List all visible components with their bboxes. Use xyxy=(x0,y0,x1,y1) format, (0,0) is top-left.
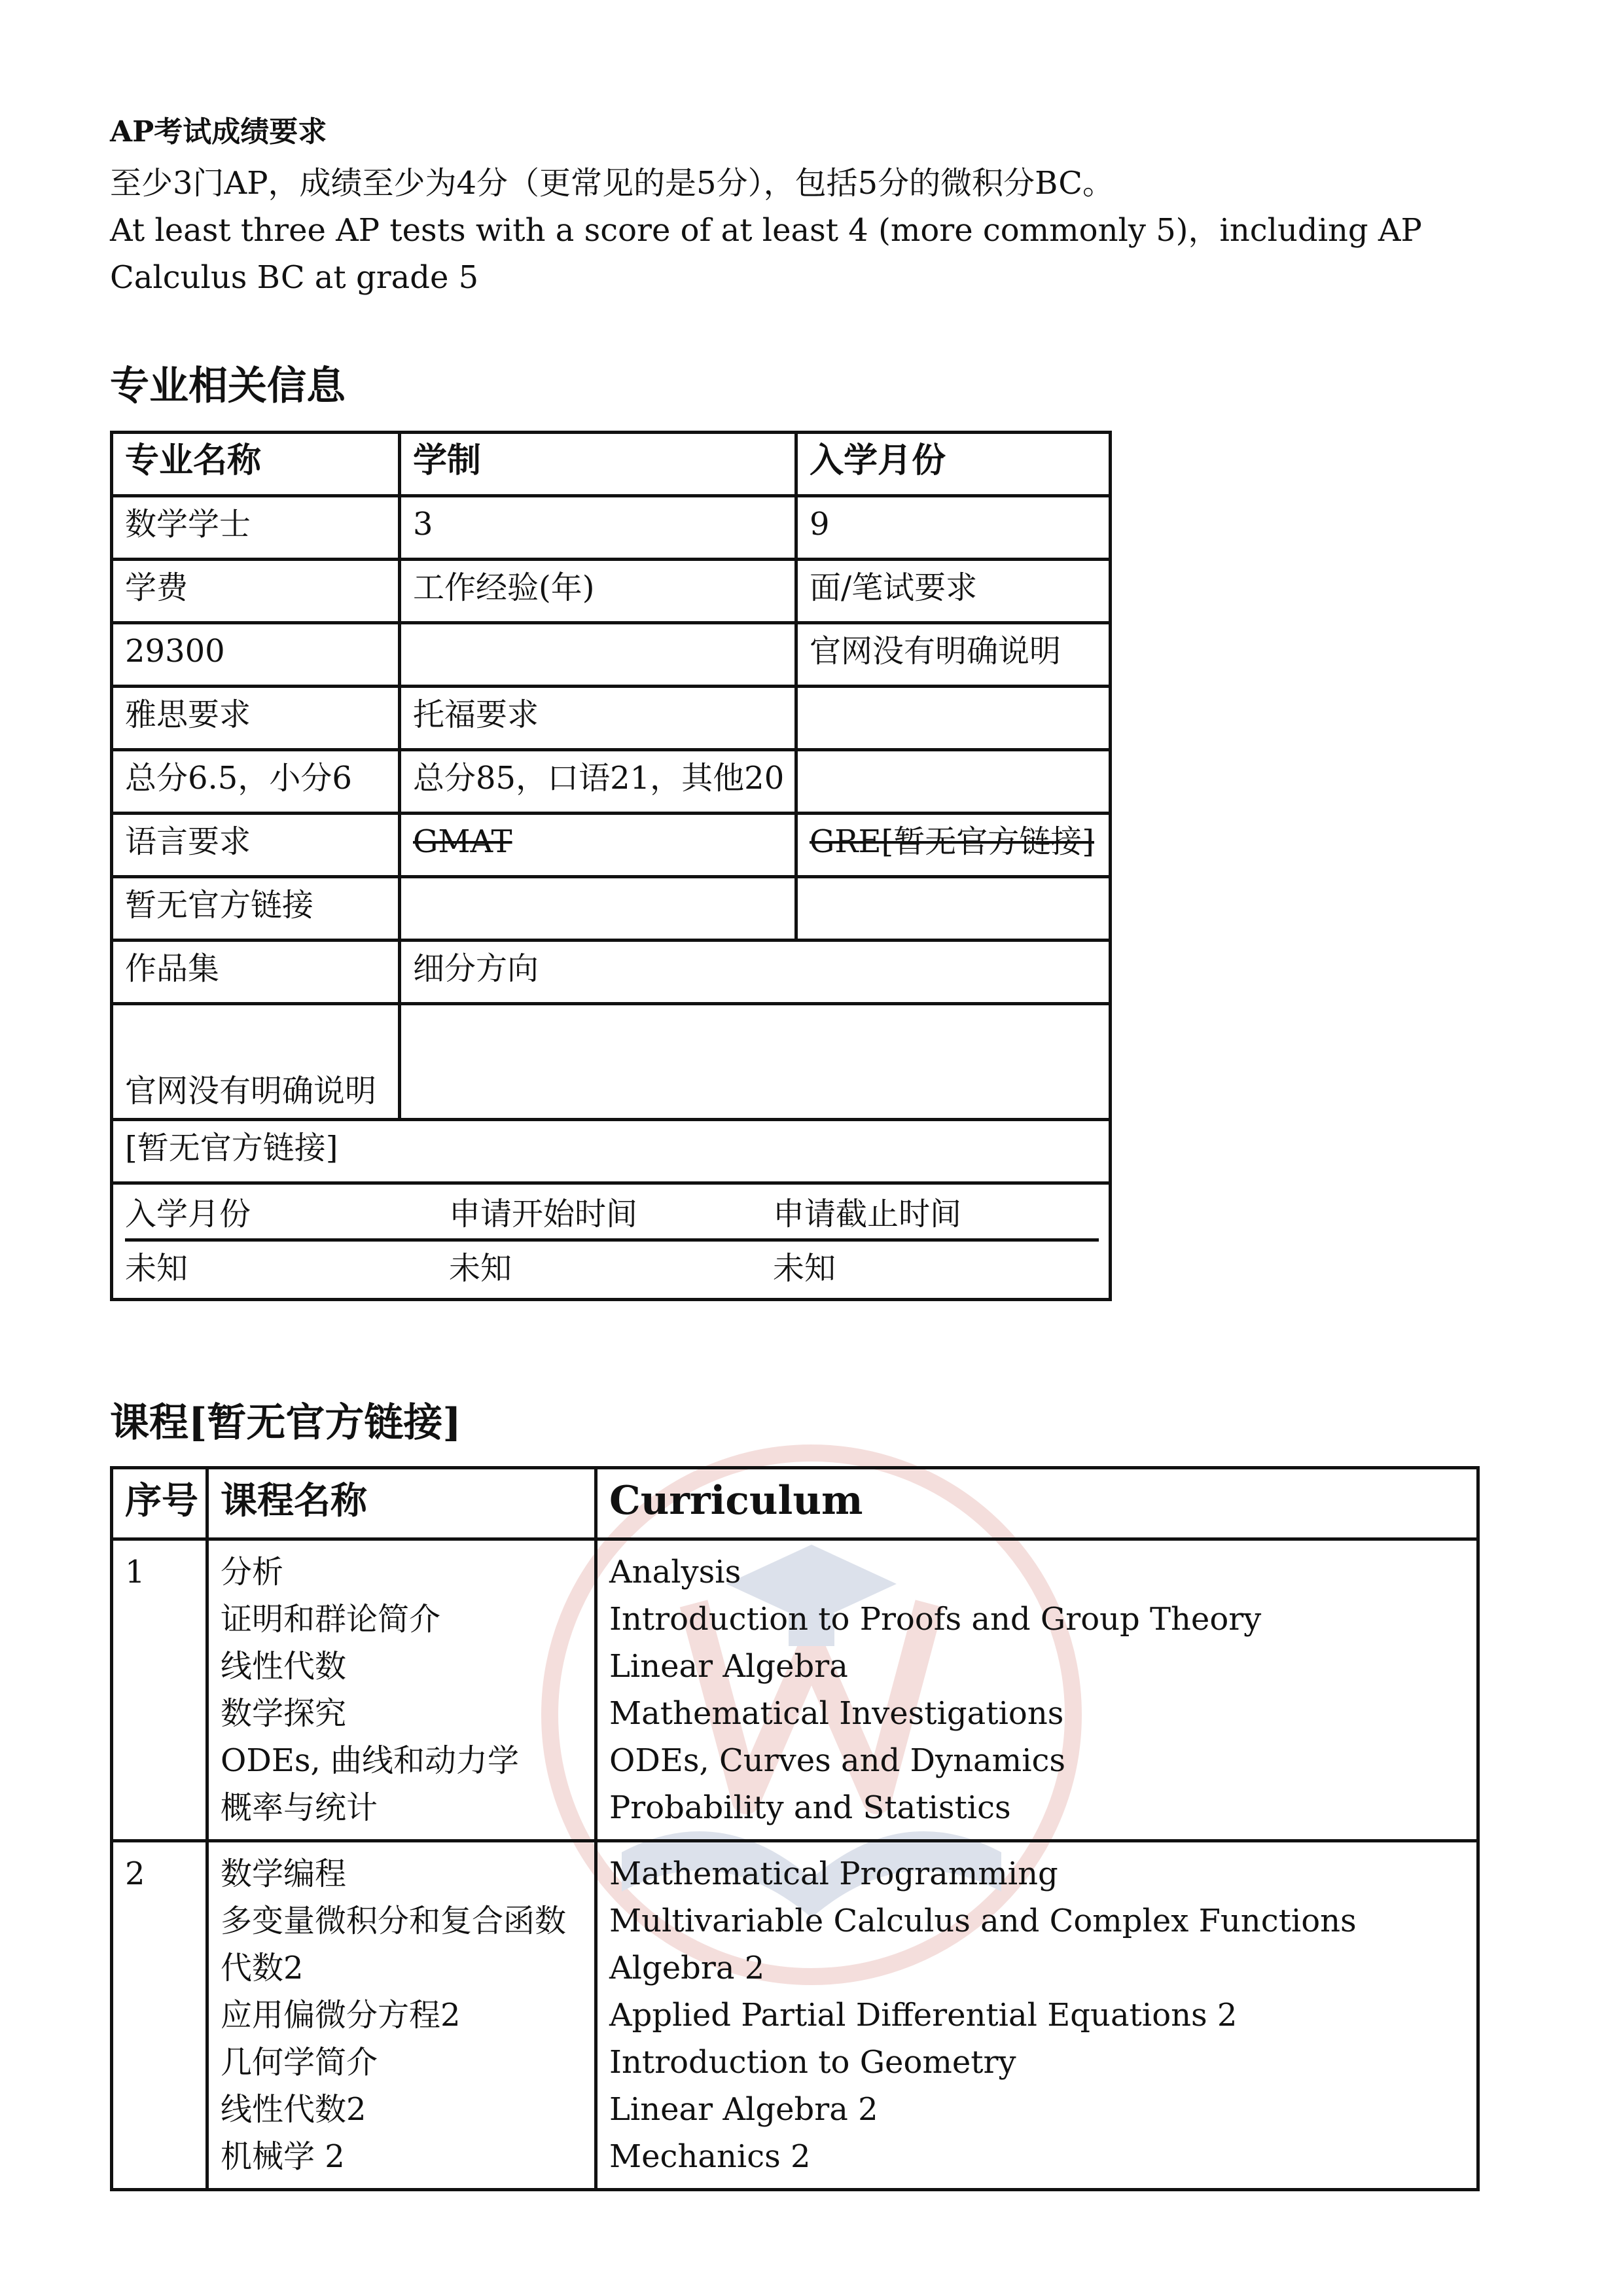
table-row xyxy=(112,433,1111,496)
intake-month-label: 入学月份 xyxy=(125,1196,251,1232)
table-cell: 工作经验(年) xyxy=(400,560,796,623)
course-cn: 数学探究 xyxy=(221,1695,347,1732)
course-en: Algebra 2 xyxy=(609,1950,765,1986)
gmat-link[interactable]: GMAT xyxy=(400,814,796,877)
table-row xyxy=(112,750,1111,814)
table-cell xyxy=(796,687,1111,750)
application-deadline-label: 申请截止时间 xyxy=(773,1196,962,1232)
year-number: 1 xyxy=(112,1539,207,1841)
course-cn: 线性代数 xyxy=(221,1648,347,1685)
header-cell: Curriculum xyxy=(596,1468,1478,1539)
portfolio-label: 作品集 xyxy=(112,941,400,1004)
direction-value xyxy=(400,1004,1111,1120)
table-cell: 9 xyxy=(796,496,1111,560)
course-en: Mathematical Investigations xyxy=(609,1695,1064,1732)
course-names-en xyxy=(596,1841,1478,2190)
table-cell: 总分85，口语21，其他20 xyxy=(400,750,796,814)
course-en: Analysis xyxy=(609,1554,741,1590)
table-cell: 29300 xyxy=(112,623,400,687)
table-cell: 官网没有明确说明 xyxy=(796,623,1111,687)
course-names-en xyxy=(596,1539,1478,1841)
table-row xyxy=(112,1120,1111,1183)
course-en: Mechanics 2 xyxy=(609,2138,811,2175)
dates-header-row xyxy=(125,1194,1097,1234)
table-cell: 数学学士 xyxy=(112,496,400,560)
intake-month-value: 未知 xyxy=(125,1250,188,1287)
course-cn: 概率与统计 xyxy=(221,1789,378,1826)
official-link-note: [暂无官方链接] xyxy=(112,1120,1111,1183)
course-cn: 分析 xyxy=(221,1554,284,1590)
application-start-label: 申请开始时间 xyxy=(449,1196,638,1232)
table-cell: 学费 xyxy=(112,560,400,623)
course-names-cn xyxy=(207,1539,596,1841)
major-info-title: 专业相关信息 xyxy=(110,363,346,409)
divider xyxy=(125,1238,1099,1242)
table-cell xyxy=(400,623,796,687)
table-row xyxy=(112,941,1111,1004)
ap-requirement-en-line2: Calculus BC at grade 5 xyxy=(110,259,479,296)
course-cn: 代数2 xyxy=(221,1950,304,1986)
gre-link[interactable]: GRE[暂无官方链接] xyxy=(796,814,1111,877)
course-en: ODEs, Curves and Dynamics xyxy=(609,1742,1066,1779)
ap-requirement-cn: 至少3门AP，成绩至少为4分（更常见的是5分），包括5分的微积分BC。 xyxy=(110,165,1115,202)
course-en: Introduction to Geometry xyxy=(609,2044,1016,2081)
table-row xyxy=(112,623,1111,687)
header-cell: 课程名称 xyxy=(207,1468,596,1539)
course-en: Introduction to Proofs and Group Theory xyxy=(609,1601,1262,1638)
course-en: Linear Algebra 2 xyxy=(609,2091,878,2128)
table-row xyxy=(112,877,1111,941)
course-en: Probability and Statistics xyxy=(609,1789,1011,1826)
course-en: Multivariable Calculus and Complex Functions xyxy=(609,1903,1357,1939)
course-cn: 数学编程 xyxy=(221,1856,347,1892)
table-cell: 入学月份 xyxy=(796,433,1111,496)
courses-table xyxy=(110,1466,1480,2191)
table-cell: 3 xyxy=(400,496,796,560)
major-info-table xyxy=(110,431,1112,1301)
table-cell: 雅思要求 xyxy=(112,687,400,750)
table-cell: 暂无官方链接 xyxy=(112,877,400,941)
header-cell: 序号 xyxy=(112,1468,207,1539)
table-row xyxy=(112,687,1111,750)
table-row xyxy=(112,1841,1478,2190)
application-deadline-value: 未知 xyxy=(773,1250,836,1287)
course-en: Linear Algebra xyxy=(609,1648,848,1685)
portfolio-value: 官网没有明确说明 xyxy=(112,1004,400,1120)
table-cell: 专业名称 xyxy=(112,433,400,496)
table-cell: 学制 xyxy=(400,433,796,496)
table-row xyxy=(112,496,1111,560)
application-start-value: 未知 xyxy=(449,1250,512,1287)
course-en: Mathematical Programming xyxy=(609,1856,1058,1892)
ap-section-title: AP考试成绩要求 xyxy=(110,115,327,149)
course-en: Applied Partial Differential Equations 2 xyxy=(609,1997,1238,2034)
course-cn: 多变量微积分和复合函数 xyxy=(221,1903,567,1939)
table-cell: 托福要求 xyxy=(400,687,796,750)
course-cn: ODEs, 曲线和动力学 xyxy=(221,1742,520,1779)
table-cell: 面/笔试要求 xyxy=(796,560,1111,623)
course-cn: 应用偏微分方程2 xyxy=(221,1997,461,2034)
table-cell xyxy=(400,877,796,941)
application-dates xyxy=(112,1183,1111,1300)
table-cell xyxy=(796,877,1111,941)
table-cell xyxy=(796,750,1111,814)
table-cell: 总分6.5，小分6 xyxy=(112,750,400,814)
ap-requirement-en-line1: At least three AP tests with a score of at least 4 (more commonly 5)，including AP xyxy=(110,212,1422,249)
course-cn: 证明和群论简介 xyxy=(221,1601,441,1638)
course-cn: 线性代数2 xyxy=(221,2091,366,2128)
table-row xyxy=(112,1539,1478,1841)
course-cn: 机械学 2 xyxy=(221,2138,345,2175)
course-cn: 几何学简介 xyxy=(221,2044,378,2081)
year-number: 2 xyxy=(112,1841,207,2190)
courses-title: 课程[暂无官方链接] xyxy=(110,1400,461,1446)
direction-label: 细分方向 xyxy=(400,941,1111,1004)
table-row xyxy=(112,814,1111,877)
dates-value-row xyxy=(125,1248,1097,1289)
course-names-cn xyxy=(207,1841,596,2190)
table-row xyxy=(112,1468,1478,1539)
table-row xyxy=(112,1004,1111,1120)
table-cell: 语言要求 xyxy=(112,814,400,877)
table-row xyxy=(112,1183,1111,1300)
table-row xyxy=(112,560,1111,623)
